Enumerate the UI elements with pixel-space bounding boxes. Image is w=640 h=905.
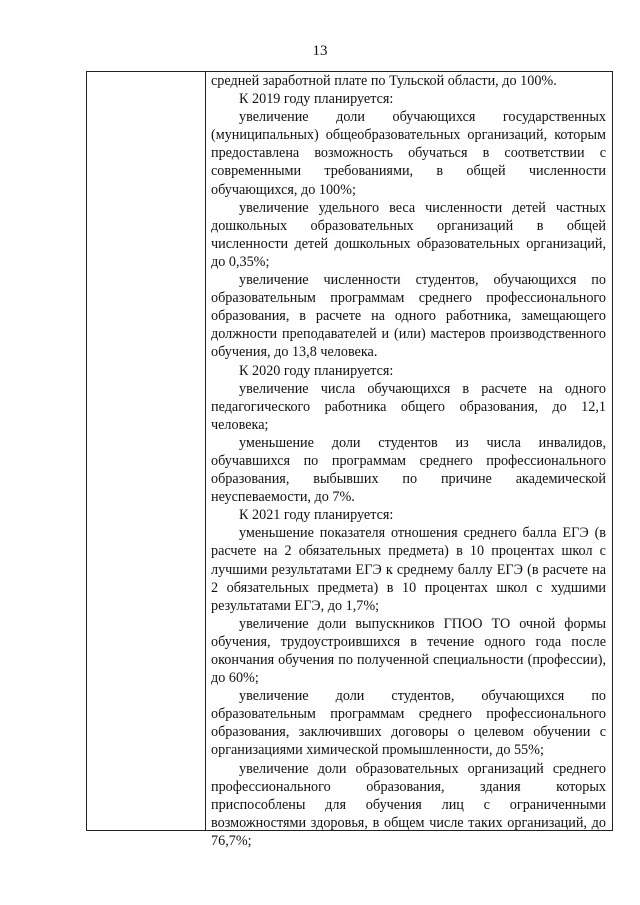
paragraph-item: уменьшение показателя отношения среднего балла ЕГЭ (в расчете на 2 обязательных предмета) в 10 процентах школ с лучшими результатами ЕГЭ к среднему баллу ЕГЭ (в расчете на 2 обязательных предмета) в 10 процентах школ с худшими результатами ЕГЭ, до 1,7%; [211,525,606,614]
year-heading-2019: К 2019 году планируется: [239,91,394,108]
paragraph-item: увеличение числа обучающихся в расчете на одного педагогического работника общего образования, до 12,1 человека; [211,380,606,433]
page-number: 13 [312,43,328,59]
column-divider [205,72,206,830]
year-heading-2020: К 2020 году планируется: [239,362,394,379]
paragraph-item: увеличение доли выпускников ГПОО ТО очной формы обучения, трудоустроившихся в течение одного года после окончания обучения по полученной специальности (профессии), до 60%; [211,615,606,687]
paragraph-item: уменьшение доли студентов из числа инвалидов, обучавшихся по программам среднего профессионального образования, выбывших по причине академической неуспеваемости, до 7%. [211,434,606,506]
paragraph-continuation: средней заработной плате по Тульской области, до 100%. [211,73,557,89]
paragraph-item: увеличение доли обучающихся государственных (муниципальных) общеобразовательных организаций, которым предоставлена возможность обучаться в соответствии с современными требованиями, в общей численности обучающихся, до 100%; [211,109,606,198]
paragraph-item: увеличение удельного веса численности детей частных дошкольных образовательных организаций в общей численности детей дошкольных образовательных организаций, до 0,35%; [211,199,606,270]
content-cell [211,72,606,850]
year-heading-2021: К 2021 году планируется: [239,507,394,524]
document-table [86,71,613,849]
paragraph-item: увеличение численности студентов, обучающихся по образовательным программам среднего профессионального образования, в расчете на одного работника, замещающего должности преподавателей и (или) мастеров производственного обучения, до 13,8 человека. [211,272,606,361]
paragraph-item: увеличение доли студентов, обучающихся по образовательным программам среднего профессионального образования, заключивших договоры о целевом обучении с организациями химической промышленности, до 55%; [211,688,606,759]
paragraph-item: увеличение доли образовательных организаций среднего профессионального образования, здания которых приспособлены для обучения лиц с ограниченными возможностями здоровья, в общем числе таких организаций, до 76,7%; [211,760,606,849]
